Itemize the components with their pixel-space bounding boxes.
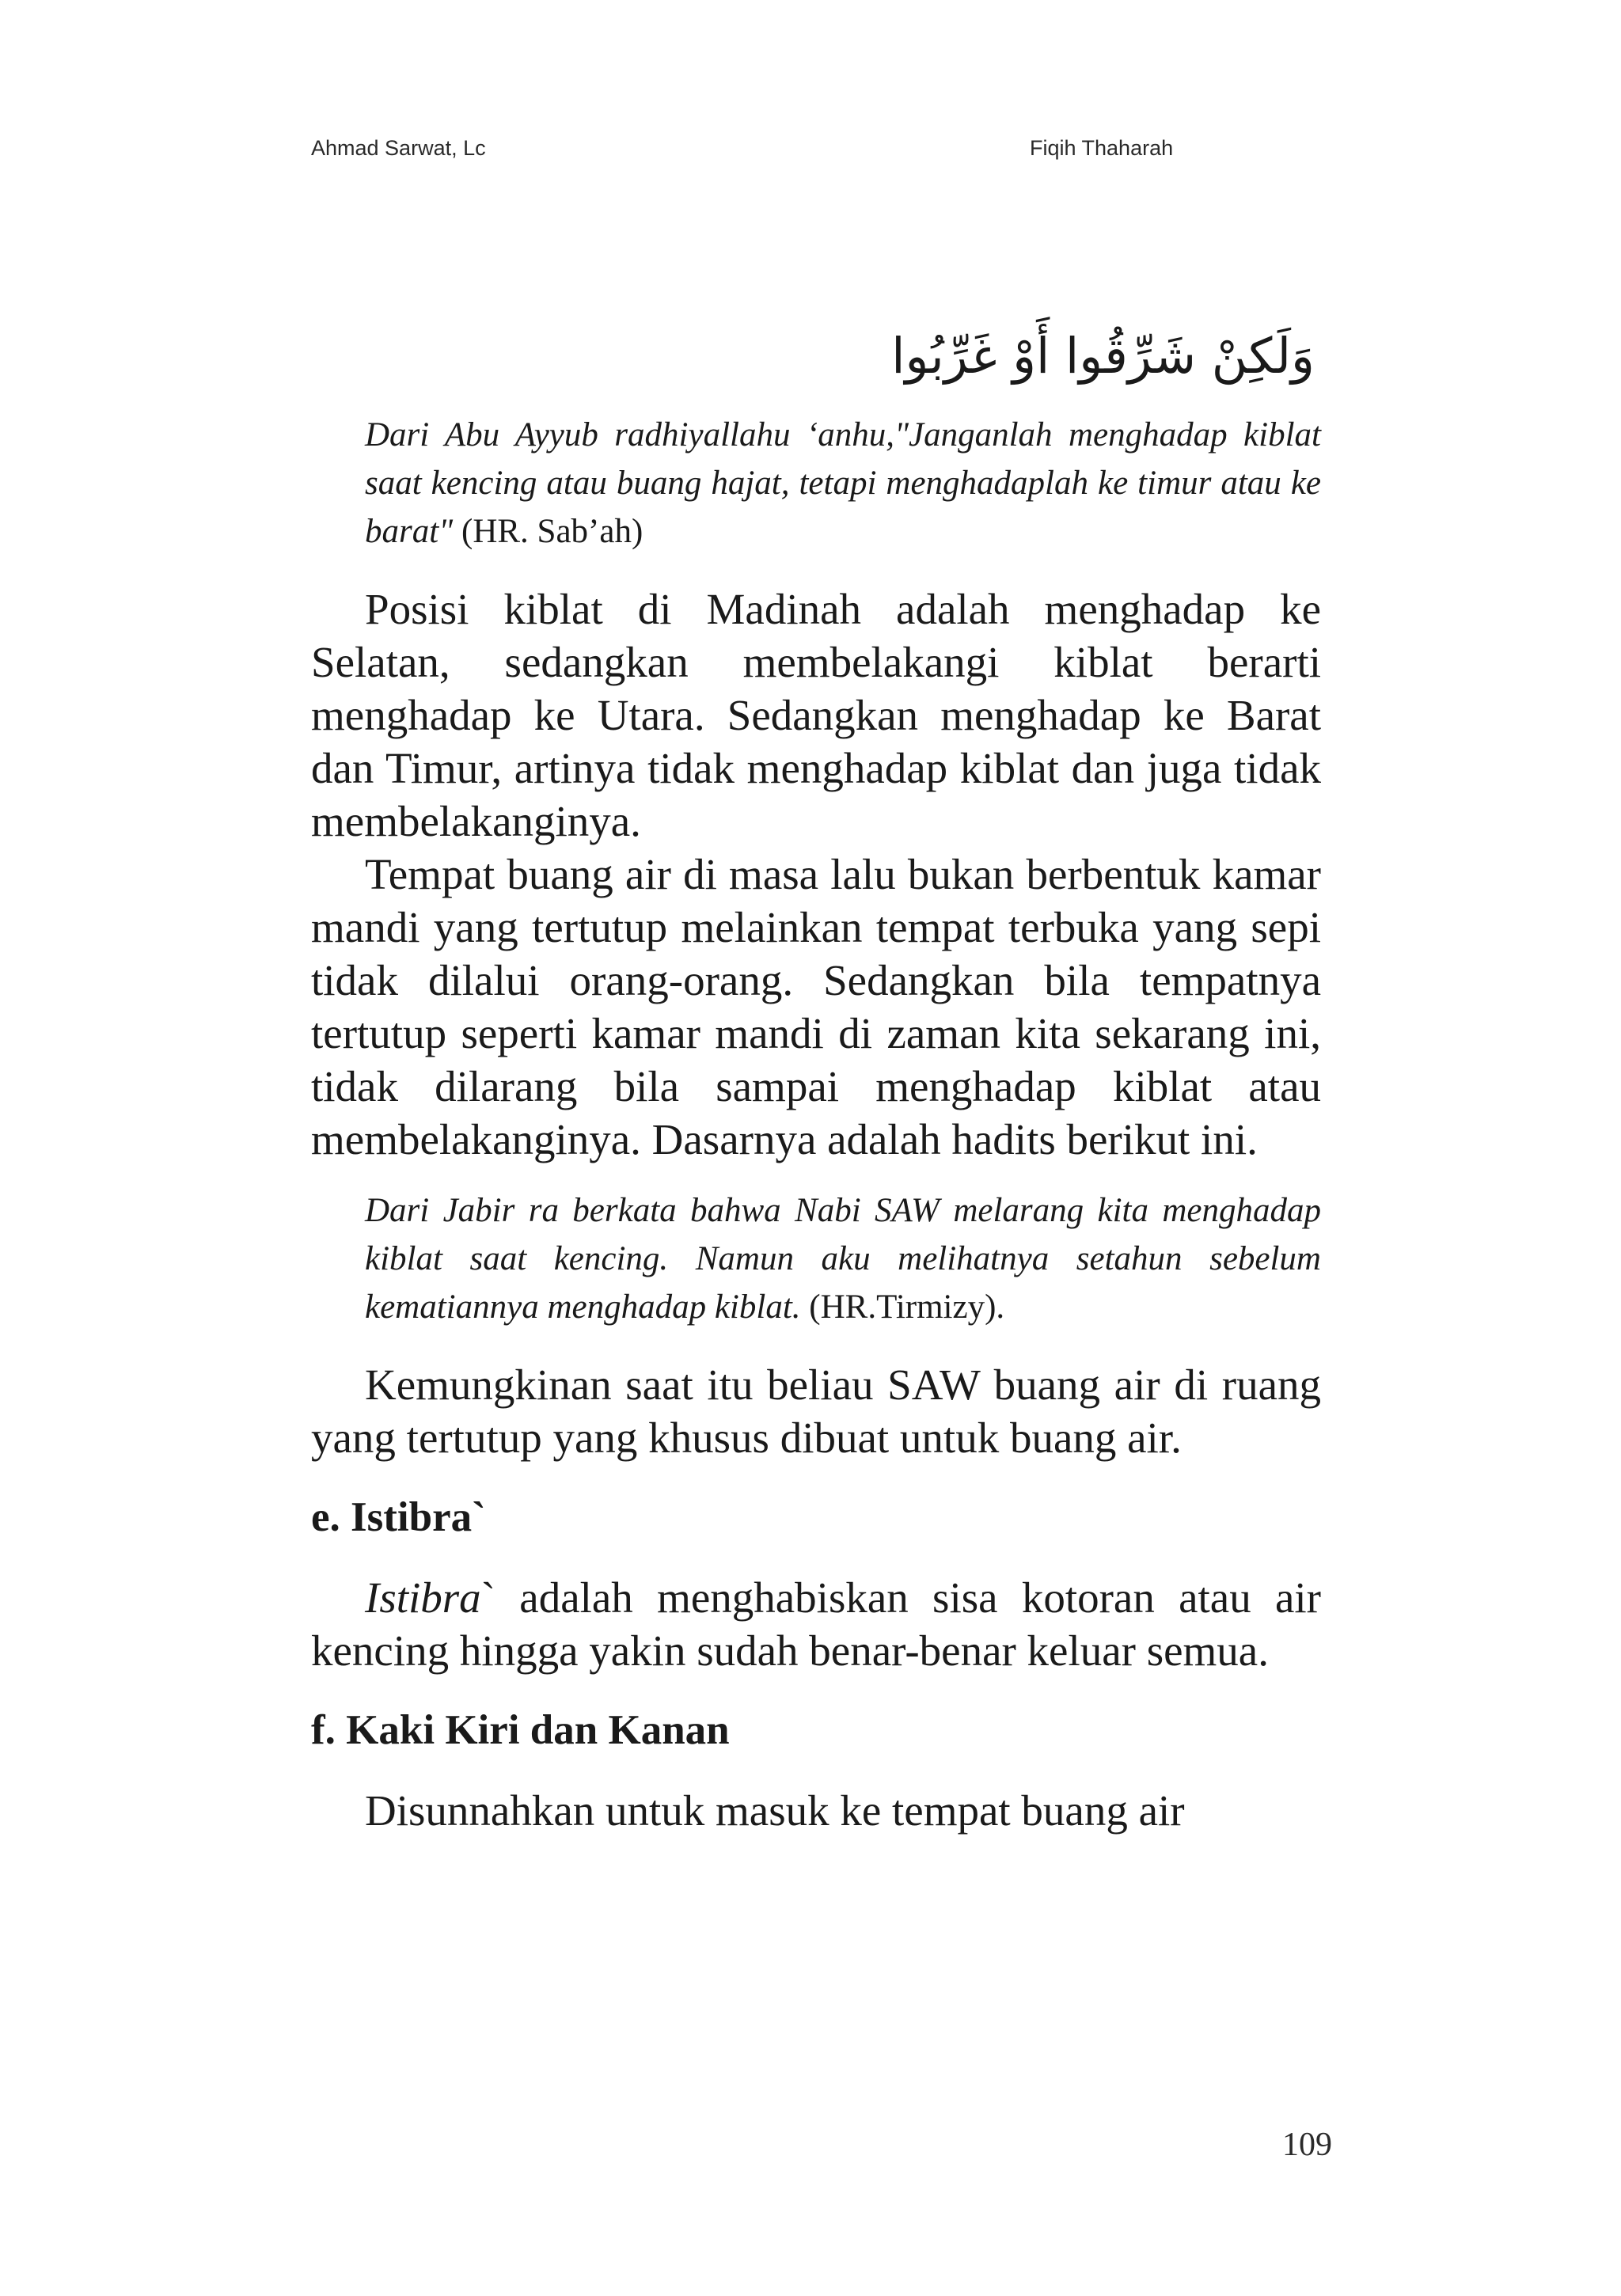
paragraph-kemungkinan: Kemungkinan saat itu beliau SAW buang air di ruang yang tertutup yang khusus dibuat untuk buang air. bbox=[311, 1361, 1321, 1462]
hadith-quote-abu-ayyub bbox=[365, 411, 1321, 556]
hadith-quote-jabir bbox=[365, 1186, 1321, 1331]
hadith-source: (HR.Tirmizy). bbox=[800, 1288, 1005, 1326]
hadith-quote-text: Dari Abu Ayyub radhiyallahu ‘anhu,"Janganlah menghadap kiblat saat kencing atau buang hajat, tetapi menghadaplah ke timur atau ke barat" bbox=[365, 416, 1321, 550]
page-body bbox=[311, 313, 1321, 1837]
istibra-definition: ` adalah menghabiskan sisa kotoran atau air kencing hingga yakin sudah benar-benar keluar semua. bbox=[311, 1573, 1321, 1675]
arabic-hadith-text: وَلَكِنْ شَرِّقُوا أَوْ غَرِّبُوا bbox=[891, 327, 1315, 385]
section-heading-istibra: e. Istibra` bbox=[311, 1494, 486, 1540]
paragraph-istibra bbox=[311, 1571, 1321, 1677]
running-header-author: Ahmad Sarwat, Lc bbox=[311, 136, 486, 160]
hadith-quote-text: Dari Jabir ra berkata bahwa Nabi SAW melarang kita menghadap kiblat saat kencing. Namun aku melihatnya setahun sebelum kematiannya menghadap kiblat. bbox=[365, 1192, 1321, 1326]
running-header-book-title: Fiqih Thaharah bbox=[1030, 136, 1174, 160]
paragraph-kaki-kiri-kanan: Disunnahkan untuk masuk ke tempat buang air bbox=[365, 1786, 1185, 1835]
term-istibra: Istibra bbox=[365, 1573, 481, 1622]
section-heading-kaki-kiri-kanan: f. Kaki Kiri dan Kanan bbox=[311, 1707, 730, 1753]
paragraph-kiblat-madinah: Posisi kiblat di Madinah adalah menghadap ke Selatan, sedangkan membelakangi kiblat berarti menghadap ke Utara. Sedangkan menghadap ke Barat dan Timur, artinya tidak menghadap kiblat dan juga tidak membelakanginya. bbox=[311, 585, 1321, 845]
paragraph-tempat-buang-air: Tempat buang air di masa lalu bukan berbentuk kamar mandi yang tertutup melainkan tempat terbuka yang sepi tidak dilalui orang-orang. Sedangkan bila tempatnya tertutup seperti kamar mandi di zaman kita sekarang ini, tidak dilarang bila sampai menghadap kiblat atau membelakanginya. Dasarnya adalah hadits berikut ini. bbox=[311, 850, 1321, 1163]
page-number: 109 bbox=[1282, 2127, 1332, 2163]
hadith-source: (HR. Sab’ah) bbox=[453, 513, 643, 550]
